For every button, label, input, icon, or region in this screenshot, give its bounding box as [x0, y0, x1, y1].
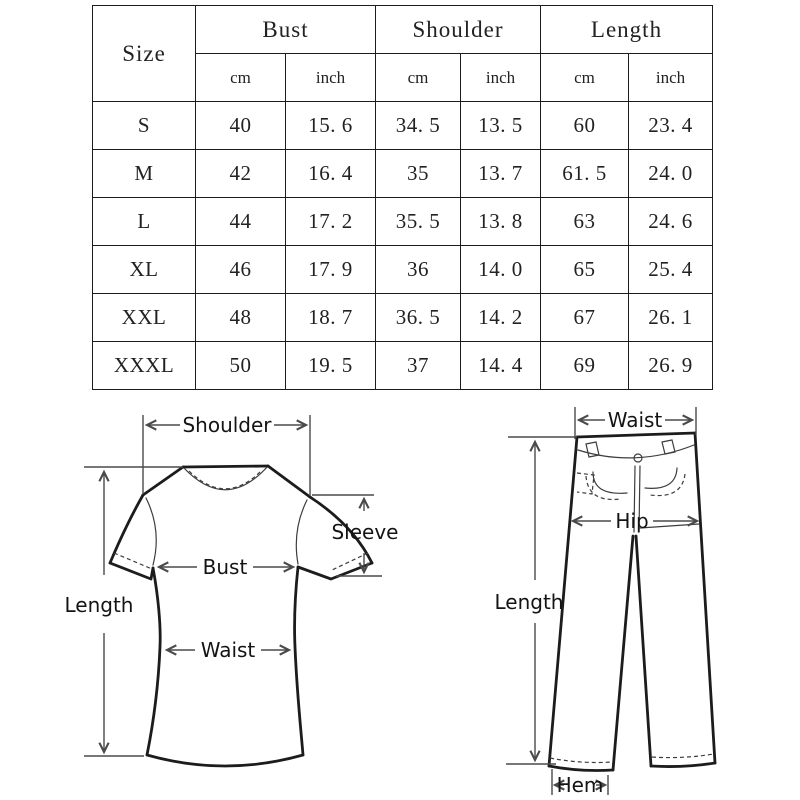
shoulder-measure-label: Shoulder: [182, 413, 272, 437]
group-header-length: Length: [541, 6, 713, 54]
value-cell: 67: [541, 294, 629, 342]
value-cell: 36: [376, 246, 461, 294]
value-cell: 15. 6: [286, 102, 376, 150]
bust-measure: [159, 555, 293, 579]
pants-outline: [549, 433, 715, 771]
shirt-waist-measure: [167, 638, 289, 662]
value-cell: 65: [541, 246, 629, 294]
shoulder-measure: [143, 413, 310, 496]
value-cell: 35: [376, 150, 461, 198]
table-row-m: [93, 150, 713, 198]
value-cell: 24. 0: [629, 150, 713, 198]
hem-measure-label: Hem: [556, 773, 604, 797]
value-cell: 23. 4: [629, 102, 713, 150]
size-cell: XXXL: [93, 342, 196, 390]
table-row-xl: [93, 246, 713, 294]
value-cell: 13. 5: [461, 102, 541, 150]
value-cell: 61. 5: [541, 150, 629, 198]
hip-measure-label: Hip: [615, 509, 649, 533]
pants-waist-label: Waist: [607, 408, 663, 432]
value-cell: 36. 5: [376, 294, 461, 342]
value-cell: 26. 1: [629, 294, 713, 342]
size-column-header: Size: [93, 6, 196, 102]
tshirt-drawing: [65, 413, 399, 766]
value-cell: 44: [196, 198, 286, 246]
value-cell: 25. 4: [629, 246, 713, 294]
unit-header: inch: [629, 54, 713, 102]
group-header-shoulder: Shoulder: [376, 6, 541, 54]
value-cell: 37: [376, 342, 461, 390]
pants-length-label: Length: [494, 590, 564, 614]
table-row-xxl: [93, 294, 713, 342]
sleeve-measure-label: Sleeve: [331, 520, 399, 544]
pants-length-measure: [495, 437, 577, 764]
table-row-s: [93, 102, 713, 150]
group-header-bust: Bust: [196, 6, 376, 54]
shirt-waist-label: Waist: [200, 638, 256, 662]
size-cell: S: [93, 102, 196, 150]
size-cell: M: [93, 150, 196, 198]
size-cell: XXL: [93, 294, 196, 342]
table-row-xxxl: [93, 342, 713, 390]
value-cell: 50: [196, 342, 286, 390]
value-cell: 46: [196, 246, 286, 294]
table-group-header-row: [93, 6, 713, 54]
value-cell: 13. 7: [461, 150, 541, 198]
value-cell: 14. 4: [461, 342, 541, 390]
size-table: [92, 5, 713, 390]
value-cell: 13. 8: [461, 198, 541, 246]
value-cell: 63: [541, 198, 629, 246]
value-cell: 60: [541, 102, 629, 150]
value-cell: 40: [196, 102, 286, 150]
value-cell: 14. 0: [461, 246, 541, 294]
value-cell: 69: [541, 342, 629, 390]
table-row-l: [93, 198, 713, 246]
hem-measure: [552, 769, 608, 797]
size-cell: XL: [93, 246, 196, 294]
value-cell: 42: [196, 150, 286, 198]
bust-measure-label: Bust: [202, 555, 248, 579]
value-cell: 26. 9: [629, 342, 713, 390]
unit-header: cm: [196, 54, 286, 102]
value-cell: 48: [196, 294, 286, 342]
unit-header: cm: [376, 54, 461, 102]
measurement-diagrams: [0, 390, 800, 800]
unit-header: inch: [286, 54, 376, 102]
pants-drawing: [495, 407, 715, 797]
shirt-length-label: Length: [64, 593, 134, 617]
shirt-length-measure: [65, 467, 183, 756]
value-cell: 24. 6: [629, 198, 713, 246]
size-cell: L: [93, 198, 196, 246]
value-cell: 35. 5: [376, 198, 461, 246]
hip-measure: [573, 509, 697, 533]
value-cell: 14. 2: [461, 294, 541, 342]
value-cell: 17. 9: [286, 246, 376, 294]
unit-header: cm: [541, 54, 629, 102]
value-cell: 18. 7: [286, 294, 376, 342]
tshirt-outline: [110, 466, 372, 766]
value-cell: 34. 5: [376, 102, 461, 150]
unit-header: inch: [461, 54, 541, 102]
value-cell: 17. 2: [286, 198, 376, 246]
value-cell: 16. 4: [286, 150, 376, 198]
value-cell: 19. 5: [286, 342, 376, 390]
